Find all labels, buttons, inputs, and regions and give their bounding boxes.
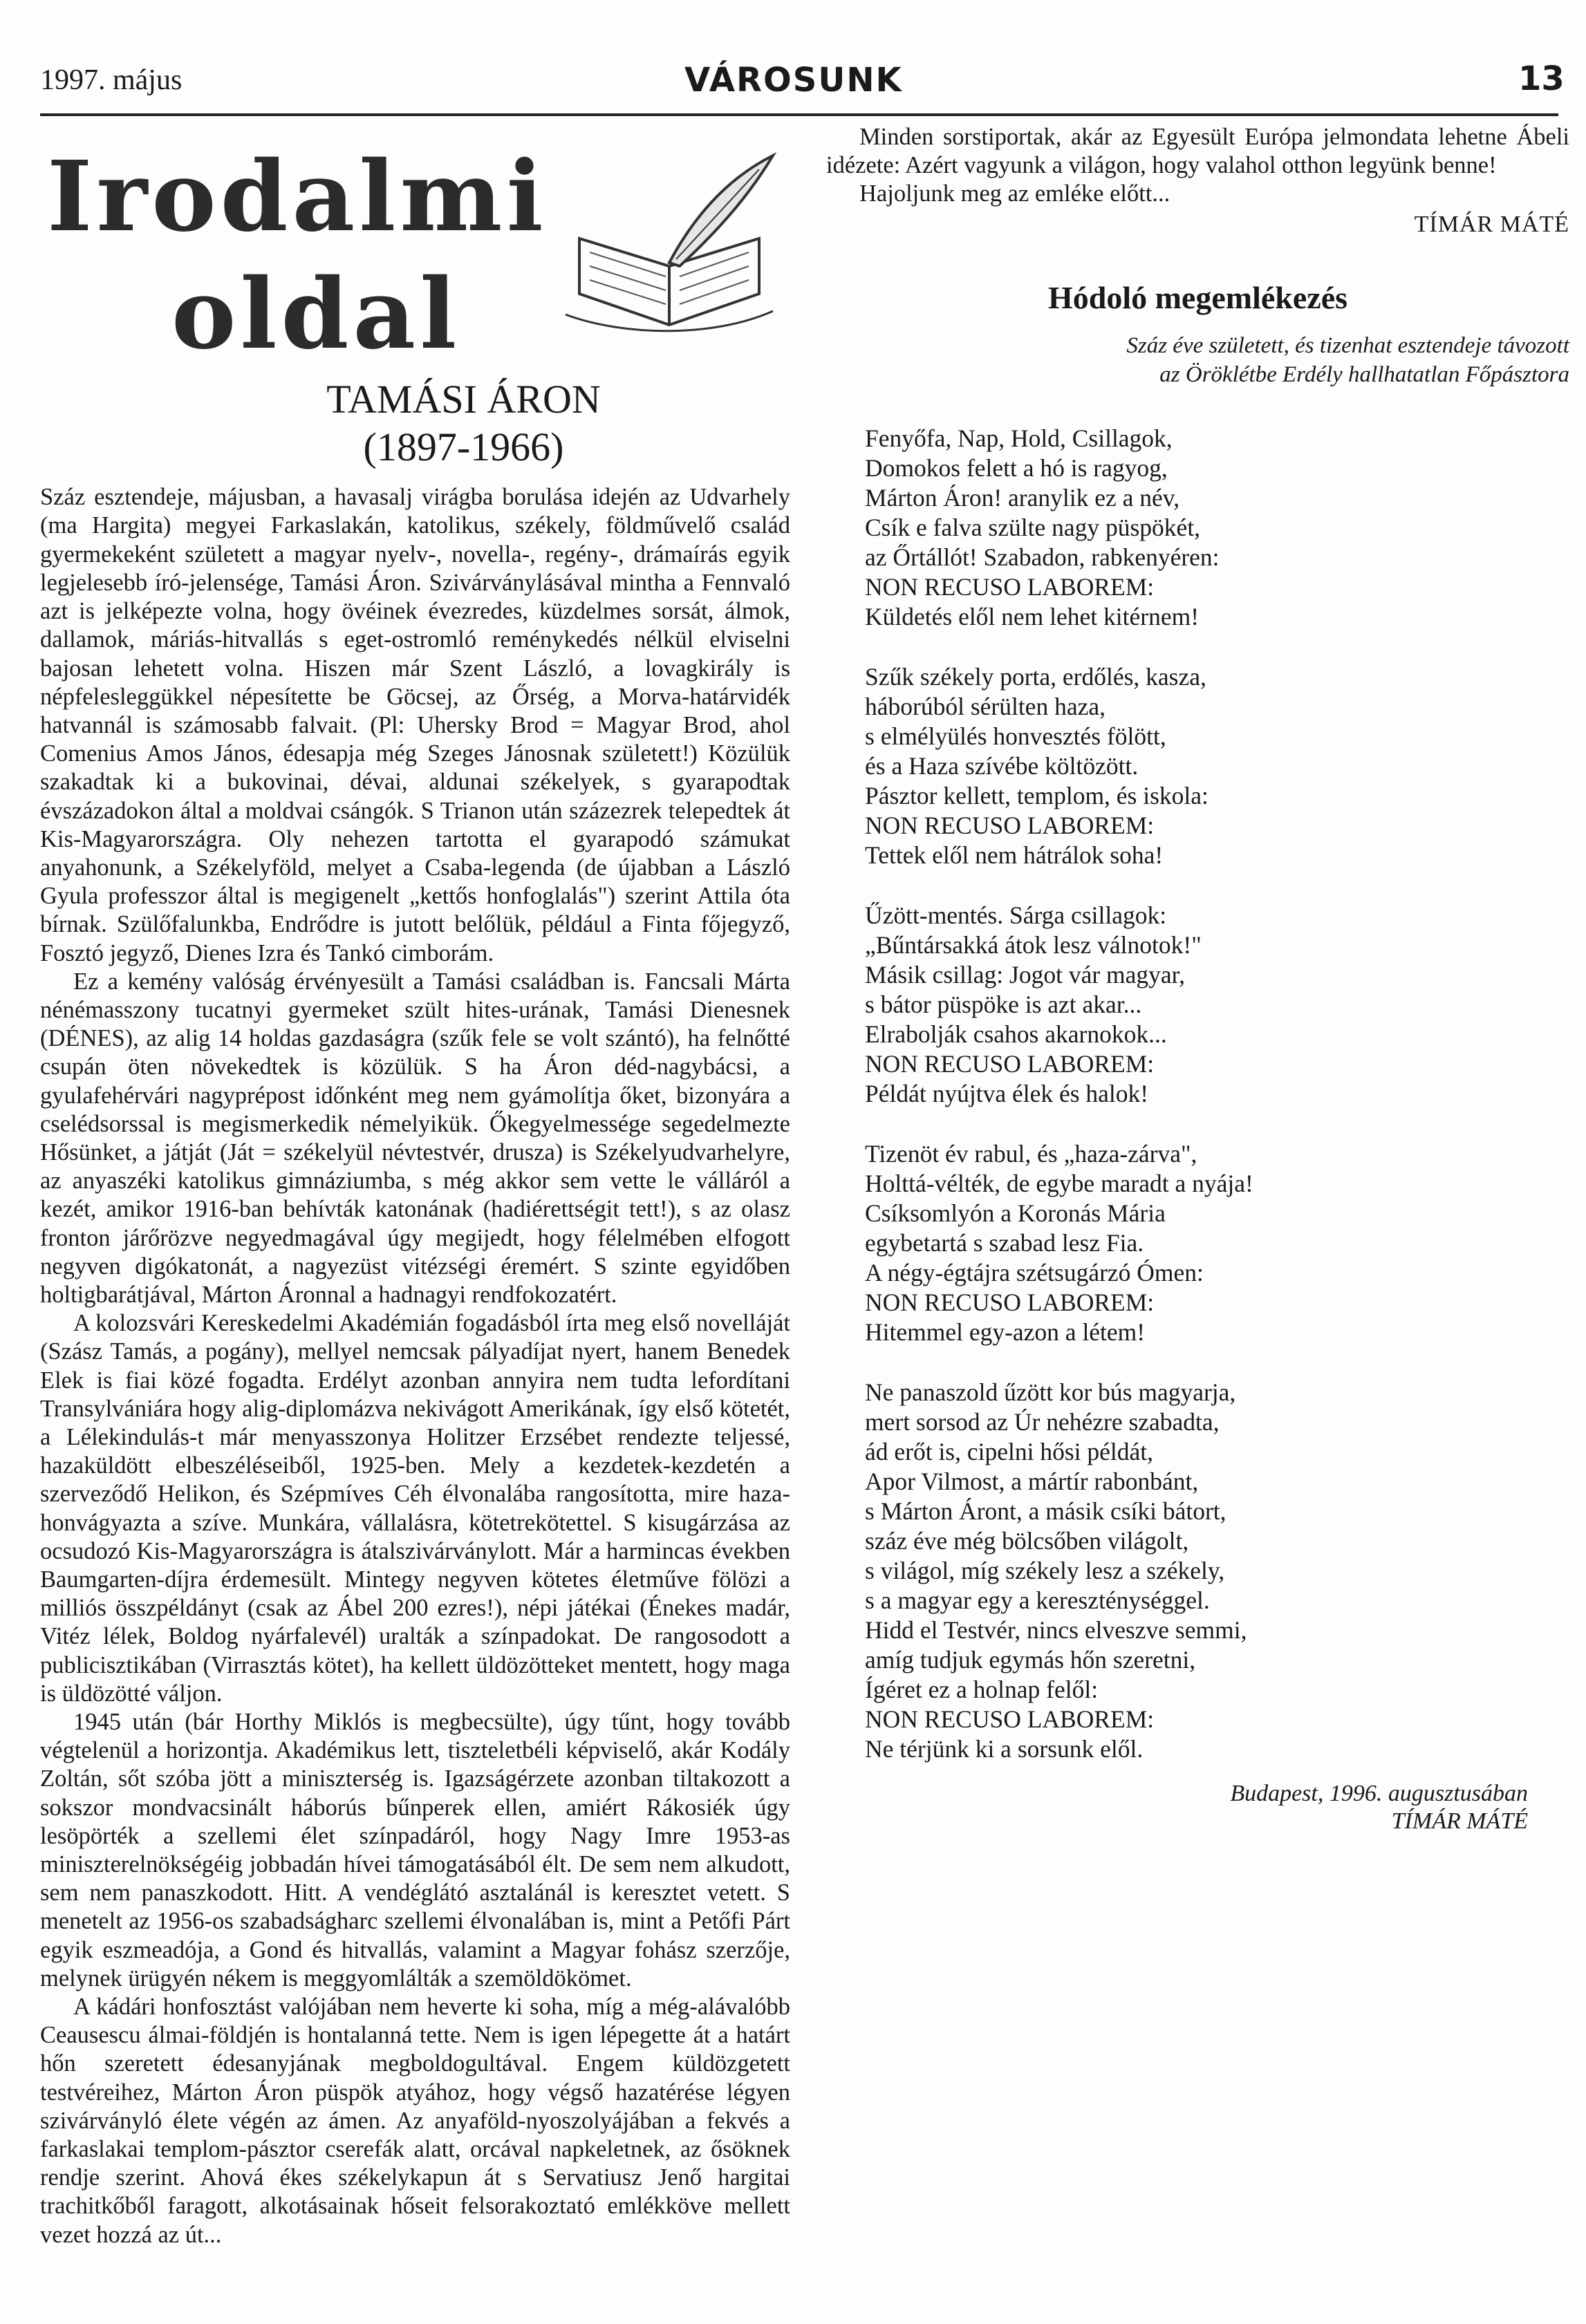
poem-title: Hódoló megemlékezés <box>1047 279 1348 315</box>
poem-line: Domokos felett a hó is ragyog, <box>865 453 1168 482</box>
poem-line: s világol, míg székely lesz a székely, <box>865 1556 1225 1584</box>
poem-line: Elrabolják csahos akarnokok... <box>865 1020 1167 1048</box>
poem-stanza <box>865 1139 1569 1347</box>
poem-line: és a Haza szívébe költözött. <box>865 751 1139 780</box>
poem-signature: TÍMÁR MÁTÉ <box>1391 1808 1528 1834</box>
poem-stanza <box>865 424 1569 632</box>
page-number: 13 <box>1518 59 1565 98</box>
publication-logo: VÁROSUNK <box>684 61 903 100</box>
poem-line: száz éve még bölcsőben világolt, <box>865 1526 1189 1555</box>
poem-line: A négy-égtájra szétsugárzó Ómen: <box>865 1258 1204 1286</box>
poem-line: Másik csillag: Jogot vár magyar, <box>865 960 1185 988</box>
poem-subtitle-line1: Száz éve született, és tizenhat esztendeje távozott <box>1126 332 1569 358</box>
article-paragraph: Ez a kemény valóság érvényesült a Tamási családban is. Fancsali Márta nénémasszony tucatnyi gyermeket szült hites-urának, Tamási Dienesnek (DÉNES), az alig 14 holdas gazdaságra (szűk fele se volt szántó), ha felnőtté csupán öten növekedtek is közülük. S ha Áron déd-nagybácsi, a gyulafehérvári nagyprépost időnként meg nem gyámolítja őket, bizonyára a cselédsorssal is megismerkedik némelyikük. Őkegyelmessége segedelmezte Hősünket, a játját (Ját = székelyül névtestvér, drusza) is Székelyudvarhelyre, az anyaszéki katolikus gimnáziumba, s még akkor sem vette le válláról a kezét, amikor 1916-ban behívták katonának (hadiérettségit tett!), s az olasz fronton járőrözve negyedmagával úgy megijedt, hogy félelmében elfogott negyven digókatonát, a nagyezüst vitézségi éremért. S szinte egyidőben holtigbarátjával, Márton Áronnal a hadnagyi rendfokozatért. <box>40 968 790 1308</box>
page-header <box>0 0 1586 138</box>
poem-line: NON RECUSO LABOREM: <box>865 572 1155 601</box>
poem-line: s Márton Áront, a másik csíki bátort, <box>865 1497 1226 1525</box>
poem-line: háborúból sérülten haza, <box>865 692 1105 720</box>
poem-line: Küldetés elől nem lehet kitérnem! <box>865 602 1200 630</box>
poem-line: s bátor püspöke is azt akar... <box>865 990 1142 1018</box>
poem-line: Ígéret ez a holnap felől: <box>865 1675 1099 1703</box>
article-signature: TÍMÁR MÁTÉ <box>1414 211 1569 237</box>
poem-line: Fenyőfa, Nap, Hold, Csillagok, <box>865 424 1173 452</box>
poem-line: Márton Áron! aranylik ez a név, <box>865 483 1180 512</box>
header-rule <box>40 113 1558 116</box>
poem-line: amíg tudjuk egymás hőn szeretni, <box>865 1645 1196 1674</box>
poem-line: NON RECUSO LABOREM: <box>865 1288 1155 1316</box>
poem-line: Csík e falva szülte nagy püspökét, <box>865 513 1201 541</box>
article-years: (1897-1966) <box>363 424 564 469</box>
poem-line: Tettek elől nem hátrálok soha! <box>865 841 1164 869</box>
poem-line: Hitemmel egy-azon a létem! <box>865 1318 1146 1346</box>
banner-title-line2: oldal <box>171 258 461 371</box>
article-paragraph: 1945 után (bár Horthy Miklós is megbecsülte), úgy tűnt, hogy tovább végtelenül a horizontja. Akadémikus lett, tiszteletbéli képviselő, akár Kodály Zoltán, sőt szóba jött a miniszterség is. Igazságérzete azonban tiltakozott a sokszor mondvacsinált háborús bűnperek ellen, amiért Rákosiék úgy lesöpörték a szellemi élet színpadáról, hogy Nagy Imre 1953-as miniszterelnökségéig jobbadán hívei támogatásából élt. De sem nem alkudott, sem nem panaszkodott. Hitt. A vendéglátó asztalánál is keresztet vetett. S menetelt az 1956-os szabadságharc szellemi élvonalában is, mint a Petőfi Párt egyik eszmeadója, a Gond és hitvallás, valamint a Magyar fohász szerzője, melynek ürügyén nékem is meggyomlálták a szemöldökömet. <box>40 1709 790 1992</box>
poem-line: Űzött-mentés. Sárga csillagok: <box>865 901 1167 929</box>
left-column <box>40 128 790 2249</box>
poem-line: NON RECUSO LABOREM: <box>865 811 1155 839</box>
article-paragraph: Hajoljunk meg az emléke előtt... <box>859 180 1170 207</box>
poem-line: Szűk székely porta, erdőlés, kasza, <box>865 662 1206 691</box>
banner-title-line1: Irodalmi <box>47 140 548 254</box>
poem-line: mert sorsod az Úr nehézre szabadta, <box>865 1407 1220 1436</box>
poem-line: s a magyar egy a kereszténységgel. <box>865 1586 1210 1614</box>
poem <box>865 424 1569 1764</box>
poem-line: „Bűntársakká átok lesz válnotok!" <box>865 930 1202 959</box>
article-title: TAMÁSI ÁRON <box>326 377 601 422</box>
article-paragraph: Minden sorstiportak, akár az Egyesült Európa jelmondata lehetne Ábeli idézete: Azért vagyunk a világon, hogy valahol otthon legyünk benne! <box>826 124 1569 179</box>
poem-line: egybetartá s szabad lesz Fia. <box>865 1228 1144 1257</box>
right-column <box>826 123 1569 1835</box>
poem-line: Ne térjünk ki a sorsunk elől. <box>865 1734 1144 1763</box>
poem-line: Pásztor kellett, templom, és iskola: <box>865 781 1209 809</box>
poem-line: Tizenöt év rabul, és „haza-zárva", <box>865 1139 1197 1168</box>
poem-line: Ne panaszold űzött kor bús magyarja, <box>865 1378 1236 1406</box>
issue-date: 1997. május <box>40 64 183 96</box>
poem-line: Csíksomlyón a Koronás Mária <box>865 1199 1166 1227</box>
section-banner <box>40 128 790 404</box>
poem-stanza <box>865 662 1569 870</box>
quill-and-book-icon <box>552 149 780 349</box>
poem-stanza <box>865 1378 1569 1764</box>
poem-place-date: Budapest, 1996. augusztusában <box>1230 1780 1528 1806</box>
poem-line: Apor Vilmost, a mártír rabonbánt, <box>865 1467 1199 1495</box>
poem-line: NON RECUSO LABOREM: <box>865 1705 1155 1733</box>
poem-line: Hidd el Testvér, nincs elveszve semmi, <box>865 1615 1247 1644</box>
article-paragraph: A kádári honfosztást valójában nem heverte ki soha, míg a még-alávalóbb Ceausescu álmai-földjén is hontalanná tette. Nem is igen lépegette át a határt hőn szeretett édesanyjának megboldogultával. Engem küldözgetett testvéreihez, Márton Áron püspök atyához, hogy végső hazatérése légyen szivárványló élete végén az ámen. Az anyaföld-nyoszolyájában a fekvés a farkaslakai templom-pásztor cserefák alatt, orcával napkeletnek, az ősöknek rendje szerint. Ahová ékes székelykapun át s Servatiusz Jenő hargitai trachitkőből faragott, alkotásainak hőseit felsorakoztató emlékköve mellett vezet hozzá az út... <box>40 1994 790 2248</box>
poem-line: s elmélyülés honvesztés fölött, <box>865 722 1166 750</box>
poem-line: az Őrtállót! Szabadon, rabkenyéren: <box>865 543 1220 571</box>
article-paragraph: A kolozsvári Kereskedelmi Akadémián fogadásból írta meg első novelláját (Szász Tamás, a pogány), mellyel nemcsak pályadíjat nyert, hanem Benedek Elek is fiai közé fogadta. Erdélyt azonban annyira nem tudta lefordítani Transylvániára hogy alig-diplomázva nekivágott Amerikának, így első kötetét, a Lélekindulás-t már menyasszonya Holitzer Erzsébet rendezte teljessé, hazaküldött elbeszéléseiből, 1925-ben. Mely a kezdetek-kezdetén a szerveződő Helikon, és Szépmíves Céh élvonalába rangosította, mire haza-honvágyazta a szíve. Munkára, vállalásra, kötetrekötettel. S kisugárzása az ocsudozó Kis-Magyarországra is átalszivárványlott. Már a harmincas években Baumgarten-díjra érdemesült. Mintegy negyven kötetes életműve fölözi a milliós összpéldányt (csak az Ábel 200 ezres!), népi játékai (Énekes madár, Vitéz lélek, Boldog nyárfalevél) uralták a színpadokat. De rangosodott a publicisztikában (Virrasztás kötet), ha kellett üldözötteket mentett, hogy maga is üldözötté váljon. <box>40 1310 790 1707</box>
article-paragraph: Száz esztendeje, májusban, a havasalj virágba borulása idején az Udvarhely (ma Hargita) megyei Farkaslakán, katolikus, székely, földművelő család gyermekeként született a magyar nyelv-, novella-, regény-, drámaírás egyik legjelesebb író-jelensége, Tamási Áron. Szivárványlásával mintha a Fennvaló azt is jelképezte volna, hogy övéinek évezredes, küzdelmes sorsát, álmok, dallamok, máriás-hitvallás s eget-ostromló reménykedés nélkül elviselni bajosan lehetett volna. Hiszen már Szent László, a lovagkirály is népfelesleggükkel népesítette be Göcsej, az Őrség, a Morva-határvidék hatvannál is számosabb falvait. (Pl: Uhersky Brod = Magyar Brod, ahol Comenius Amos János, édesapja még Szeges Jánosnak született!) Közülük szakadtak ki a bukovinai, dévai, aldunai székelyek, s gyarapodtak évszázadokon által a moldvai csángók. S Trianon után százezrek telepedtek át Kis-Magyarországra. Oly nehezen tartotta el gyarapodó számukat anyahonunk, a Székelyföld, melyet a Csaba-legenda (de újabban a László Gyula professzor által is megigenelt „kettős honfoglalás") szerint Attila óta bírnak. Szülőfalunkba, Endrődre is jutott belőlük, például a Finta főjegyző, Fosztó jegyző, Dienes Izra és Tankó cimborám. <box>40 484 790 966</box>
poem-line: ád erőt is, cipelni hősi példát, <box>865 1437 1154 1465</box>
poem-line: NON RECUSO LABOREM: <box>865 1049 1155 1078</box>
poem-line: Példát nyújtva élek és halok! <box>865 1079 1149 1107</box>
poem-line: Holttá-vélték, de egybe maradt a nyája! <box>865 1169 1253 1197</box>
poem-stanza <box>865 901 1569 1109</box>
poem-subtitle-line2: az Öröklétbe Erdély hallhatatlan Főpásztora <box>1159 362 1569 387</box>
